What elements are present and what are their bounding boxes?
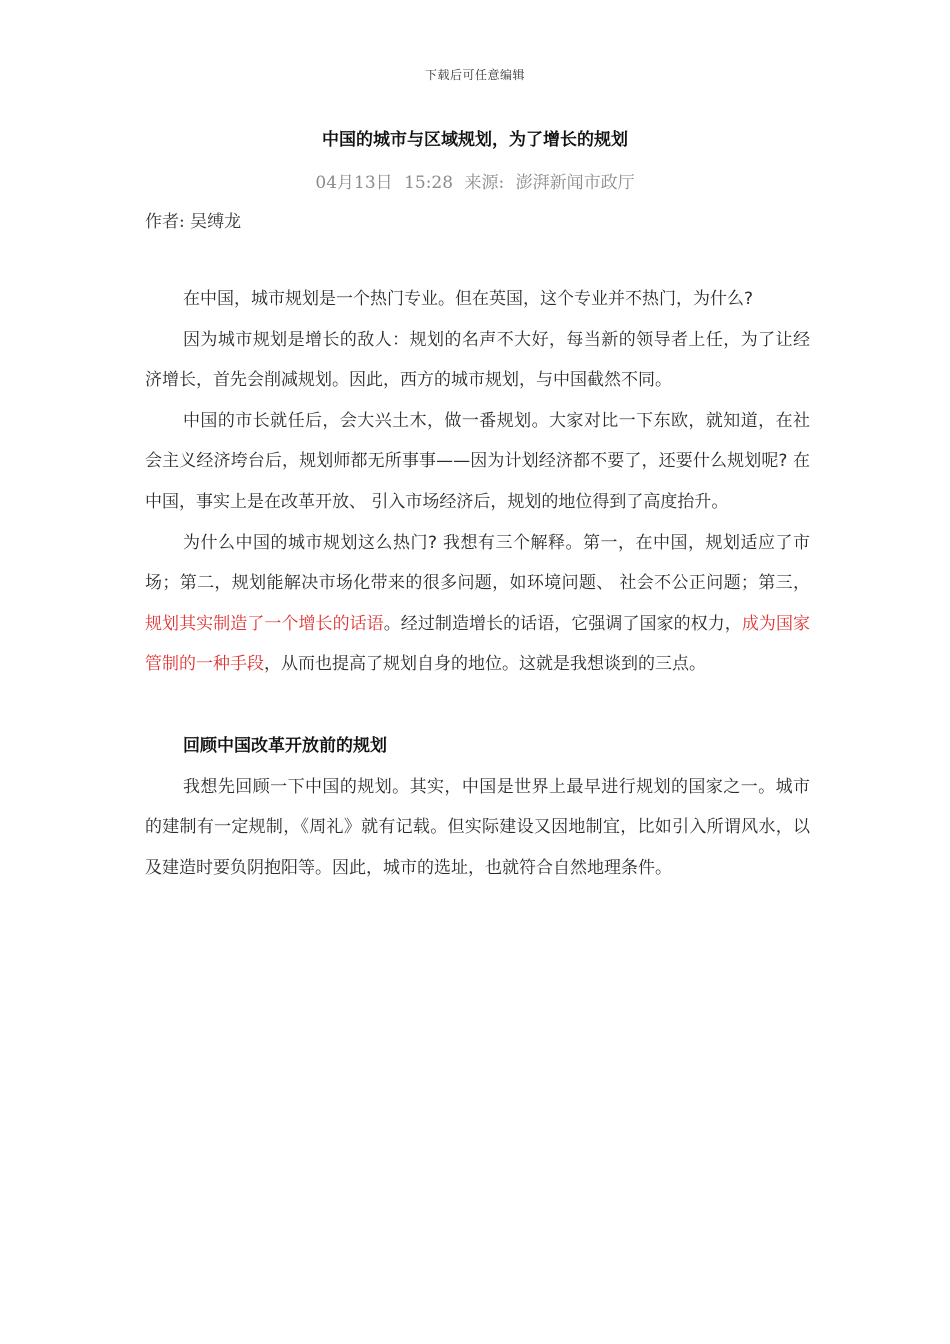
article-meta <box>0 168 950 193</box>
meta-date: 04月13日 <box>315 173 393 193</box>
meta-source: 澎湃新闻市政厅 <box>515 173 635 193</box>
paragraph-4-part-1: 为什么中国的城市规划这么热门? 我想有三个解释。第一，在中国，规划适应了市场；第二，规划能解决市场化带来的很多问题，如环境问题、 社会不公正问题；第三， <box>145 532 810 594</box>
paragraph-4-part-2: 。经过制造增长的话语，它强调了国家的权力， <box>383 613 742 634</box>
paragraph-2: 因为城市规划是增长的敌人：规划的名声不大好，每当新的领导者上任，为了让经济增长，首先会削减规划。因此，西方的城市规划，与中国截然不同。 <box>145 329 810 391</box>
highlight-growth-discourse: 规划其实制造了一个增长的话语 <box>145 613 384 634</box>
highlight-state-control: 成为国家管制的一种手段 <box>145 613 811 675</box>
meta-time: 15:28 <box>404 173 454 193</box>
article-author: 作者: 吴缚龙 <box>145 212 242 232</box>
meta-source-label: 来源: <box>464 173 505 193</box>
paragraph-3: 中国的市长就任后，会大兴土木，做一番规划。大家对比一下东欧，就知道，在社会主义经济垮台后，规划师都无所事事——因为计划经济都不要了，还要什么规划呢? 在中国，事实上是在改革开放、 引入市场经济后，规划的地位得到了高度抬升。 <box>145 410 810 512</box>
paragraph-5: 我想先回顾一下中国的规划。其实，中国是世界上最早进行规划的国家之一。城市的建制有一定规制，《周礼》就有记载。但实际建设又因地制宜，比如引入所谓风水，以及建造时要负阴抱阳等。因此，城市的选址，也就符合自然地理条件。 <box>145 776 810 878</box>
article-title: 中国的城市与区域规划，为了增长的规划 <box>322 130 628 150</box>
header-note: 下载后可任意编辑 <box>424 68 525 82</box>
paragraph-1: 在中国，城市规划是一个热门专业。但在英国，这个专业并不热门，为什么? <box>183 289 754 309</box>
section-heading: 回顾中国改革开放前的规划 <box>183 735 387 756</box>
article-body <box>145 279 810 888</box>
paragraph-4-part-3: ，从而也提高了规划自身的地位。这就是我想谈到的三点。 <box>264 654 706 675</box>
paragraph-4 <box>145 523 810 685</box>
